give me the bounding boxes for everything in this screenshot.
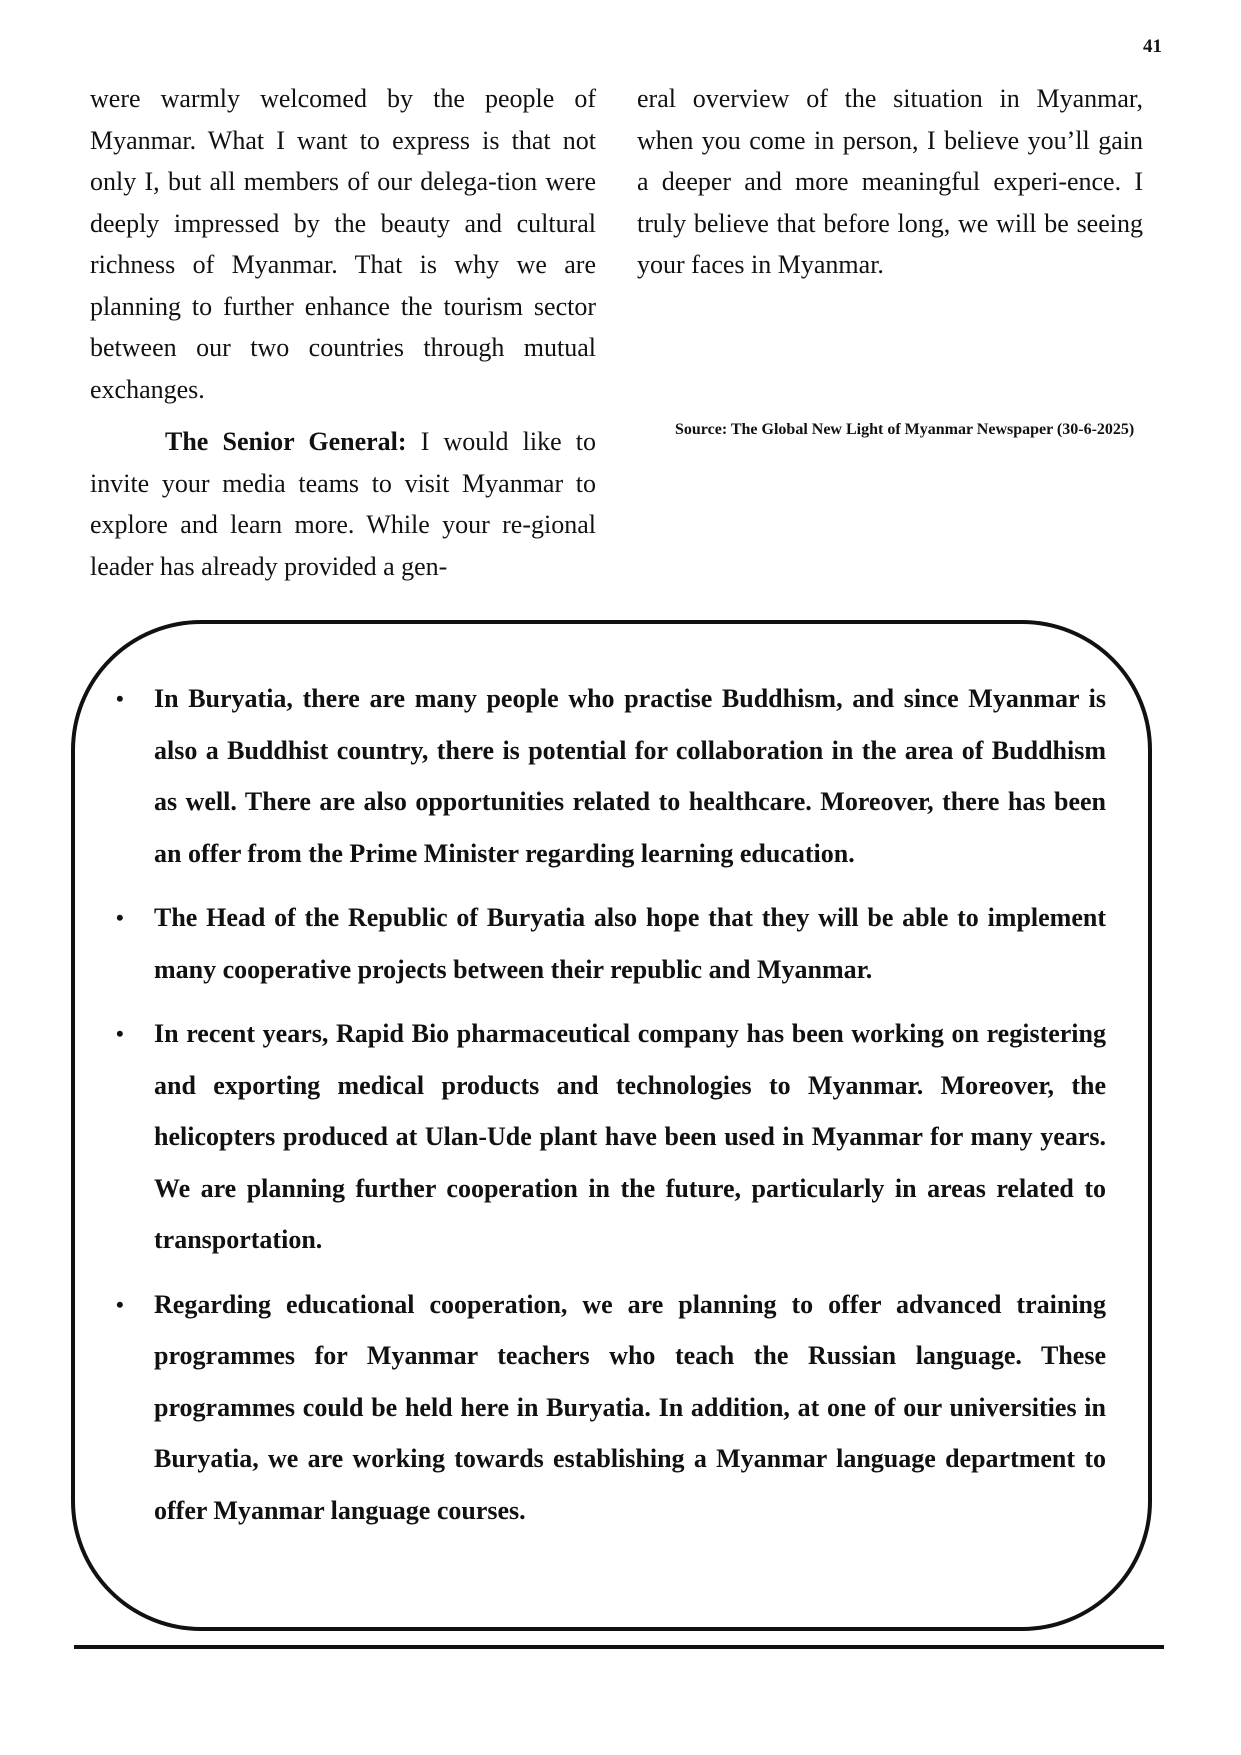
bullet-item-3: [116, 1008, 1106, 1266]
bullet-text: In recent years, Rapid Bio pharmaceutical company has been working on registering and exporting medical products and technologies to Myanmar. Moreover, the helicopters produced at Ulan-Ude plant have been used in Myanmar for many years. We are planning further cooperation in the future, particularly in areas related to transportation.: [154, 1019, 1106, 1254]
speaker-label: The Senior General:: [165, 427, 407, 456]
speaker-text: I would like to invite your media teams to visit Myanmar to explore and learn more. While your re-gional leader has already provided a gen-: [90, 427, 596, 581]
bullet-text: The Head of the Republic of Buryatia also hope that they will be able to implement many cooperative projects between their republic and Myanmar.: [154, 903, 1106, 984]
bullet-icon: •: [116, 1021, 124, 1046]
bullet-icon: •: [116, 686, 124, 711]
left-paragraph-1: were warmly welcomed by the people of Myanmar. What I want to express is that not only I, but all members of our delega-tion were deeply impressed by the beauty and cultural richness of Myanmar. That is why we are planning to further enhance the tourism sector between our two countries through mutual exchanges.: [90, 84, 596, 404]
bullet-item-1: [116, 673, 1106, 879]
page-number: 41: [1143, 36, 1162, 57]
source-citation: Source: The Global New Light of Myanmar Newspaper (30-6-2025): [675, 421, 1135, 438]
right-paragraph-1: eral overview of the situation in Myanmar, when you come in person, I believe you’ll gain a deeper and more meaningful experi-ence. I truly believe that before long, we will be seeing your faces in Myanmar.: [637, 84, 1143, 279]
bullet-text: Regarding educational cooperation, we are planning to offer advanced training programmes for Myanmar teachers who teach the Russian language. These programmes could be held here in Buryatia. In addition, at one of our universities in Buryatia, we are working towards establishing a Myanmar language department to offer Myanmar language courses.: [154, 1289, 1106, 1525]
left-text-column: [90, 78, 596, 587]
right-text-column: [637, 78, 1143, 286]
bullet-item-2: [116, 892, 1106, 995]
bottom-rule: [74, 1645, 1164, 1649]
bullet-text: In Buryatia, there are many people who practise Buddhism, and since Myanmar is also a Buddhist country, there is potential for collaboration in the area of Buddhism as well. There are also opportunities related to healthcare. Moreover, there has been an offer from the Prime Minister regarding learning education.: [154, 684, 1106, 868]
left-paragraph-2: [90, 421, 596, 587]
bullet-item-4: [116, 1279, 1106, 1537]
bullet-list: [116, 673, 1106, 1549]
bullet-icon: •: [116, 1291, 124, 1317]
bullet-icon: •: [116, 905, 124, 930]
